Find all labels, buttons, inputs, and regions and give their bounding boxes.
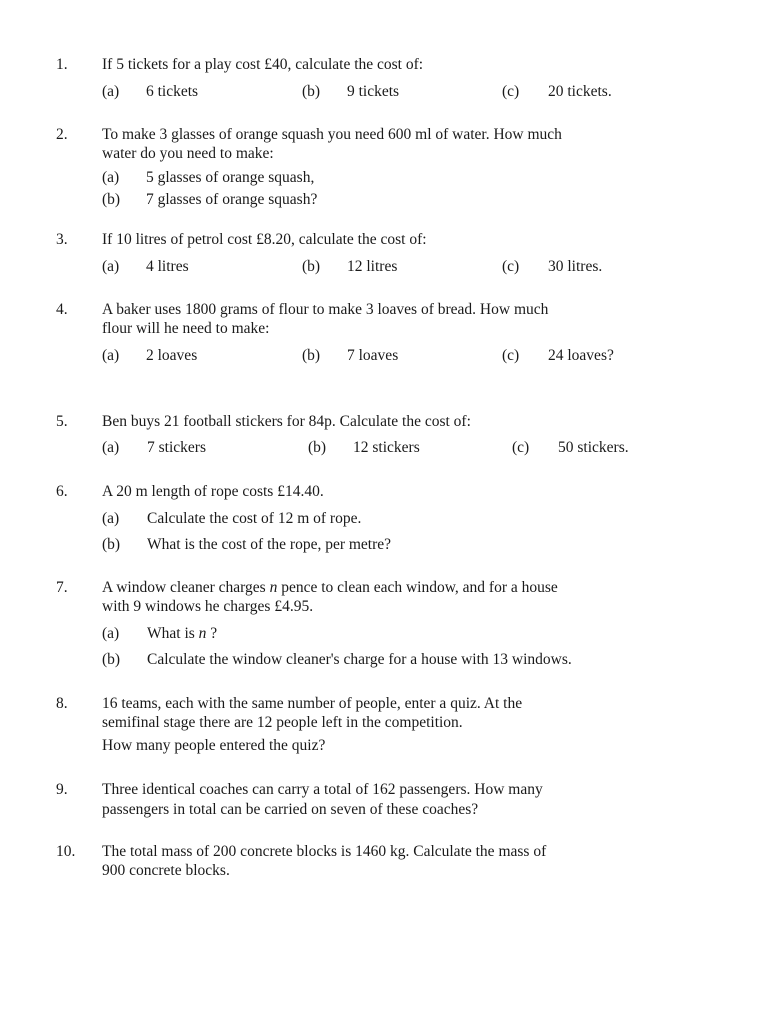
- text-segment: A window cleaner charges: [102, 579, 270, 596]
- question-text: 16 teams, each with the same number of people, enter a quiz. At the: [102, 695, 523, 712]
- part-label: (a): [102, 510, 120, 527]
- question-text: To make 3 glasses of orange squash you need 600 ml of water. How much: [102, 126, 562, 143]
- part-text: Calculate the cost of 12 m of rope.: [147, 510, 362, 527]
- question-text: [102, 578, 558, 598]
- part-label: (c): [512, 439, 530, 456]
- part-label: (c): [502, 347, 520, 364]
- part-label: (a): [102, 83, 120, 100]
- question-text: flour will he need to make:: [102, 320, 270, 337]
- part-text: 6 tickets: [146, 83, 199, 100]
- part-label: (b): [302, 83, 321, 100]
- question-number: 10.: [56, 843, 76, 860]
- part-text: 7 loaves: [347, 347, 399, 364]
- variable-n: n: [269, 579, 278, 596]
- part-text: 20 tickets.: [548, 83, 612, 100]
- part-text: 4 litres: [146, 258, 189, 275]
- part-text: 7 glasses of orange squash?: [146, 191, 318, 208]
- question-number: 9.: [56, 781, 68, 798]
- part-label: (a): [102, 258, 120, 275]
- question-text: How many people entered the quiz?: [102, 737, 326, 754]
- part-label: (c): [502, 258, 520, 275]
- part-text: 24 loaves?: [548, 347, 614, 364]
- question-number: 4.: [56, 301, 68, 318]
- part-text: What is the cost of the rope, per metre?: [147, 536, 392, 553]
- variable-n: n: [198, 625, 207, 642]
- question-text: If 10 litres of petrol cost £8.20, calculate the cost of:: [102, 231, 427, 248]
- part-text: 50 stickers.: [558, 439, 629, 456]
- part-text: [147, 624, 217, 644]
- part-label: (b): [302, 258, 321, 275]
- question-number: 7.: [56, 579, 68, 596]
- part-label: (a): [102, 169, 120, 186]
- text-segment: pence to clean each window, and for a house: [277, 579, 558, 596]
- question-text: Three identical coaches can carry a total of 162 passengers. How many: [102, 781, 543, 798]
- text-segment: What is: [147, 625, 199, 642]
- part-label: (b): [102, 536, 121, 553]
- question-number: 8.: [56, 695, 68, 712]
- question-text: A baker uses 1800 grams of flour to make 3 loaves of bread. How much: [102, 301, 549, 318]
- question-number: 6.: [56, 483, 68, 500]
- question-number: 3.: [56, 231, 68, 248]
- part-label: (b): [302, 347, 321, 364]
- part-label: (b): [102, 191, 121, 208]
- part-text: 9 tickets: [347, 83, 400, 100]
- question-number: 2.: [56, 126, 68, 143]
- text-segment: ?: [206, 625, 218, 642]
- part-text: 2 loaves: [146, 347, 198, 364]
- part-label: (a): [102, 625, 120, 642]
- part-text: 12 stickers: [353, 439, 420, 456]
- part-text: Calculate the window cleaner's charge for a house with 13 windows.: [147, 651, 572, 668]
- question-text: The total mass of 200 concrete blocks is 1460 kg. Calculate the mass of: [102, 843, 547, 860]
- question-text: 900 concrete blocks.: [102, 862, 230, 879]
- question-text: water do you need to make:: [102, 145, 274, 162]
- question-text: semifinal stage there are 12 people left in the competition.: [102, 714, 463, 731]
- part-label: (b): [102, 651, 121, 668]
- question-text: with 9 windows he charges £4.95.: [102, 598, 314, 615]
- question-text: passengers in total can be carried on seven of these coaches?: [102, 801, 479, 818]
- part-text: 5 glasses of orange squash,: [146, 169, 315, 186]
- question-text: If 5 tickets for a play cost £40, calculate the cost of:: [102, 56, 424, 73]
- question-number: 1.: [56, 56, 68, 73]
- part-label: (a): [102, 439, 120, 456]
- part-label: (b): [308, 439, 327, 456]
- part-text: 12 litres: [347, 258, 398, 275]
- part-label: (a): [102, 347, 120, 364]
- question-number: 5.: [56, 413, 68, 430]
- part-text: 30 litres.: [548, 258, 603, 275]
- question-text: Ben buys 21 football stickers for 84p. Calculate the cost of:: [102, 413, 471, 430]
- part-label: (c): [502, 83, 520, 100]
- part-text: 7 stickers: [147, 439, 206, 456]
- question-text: A 20 m length of rope costs £14.40.: [102, 483, 324, 500]
